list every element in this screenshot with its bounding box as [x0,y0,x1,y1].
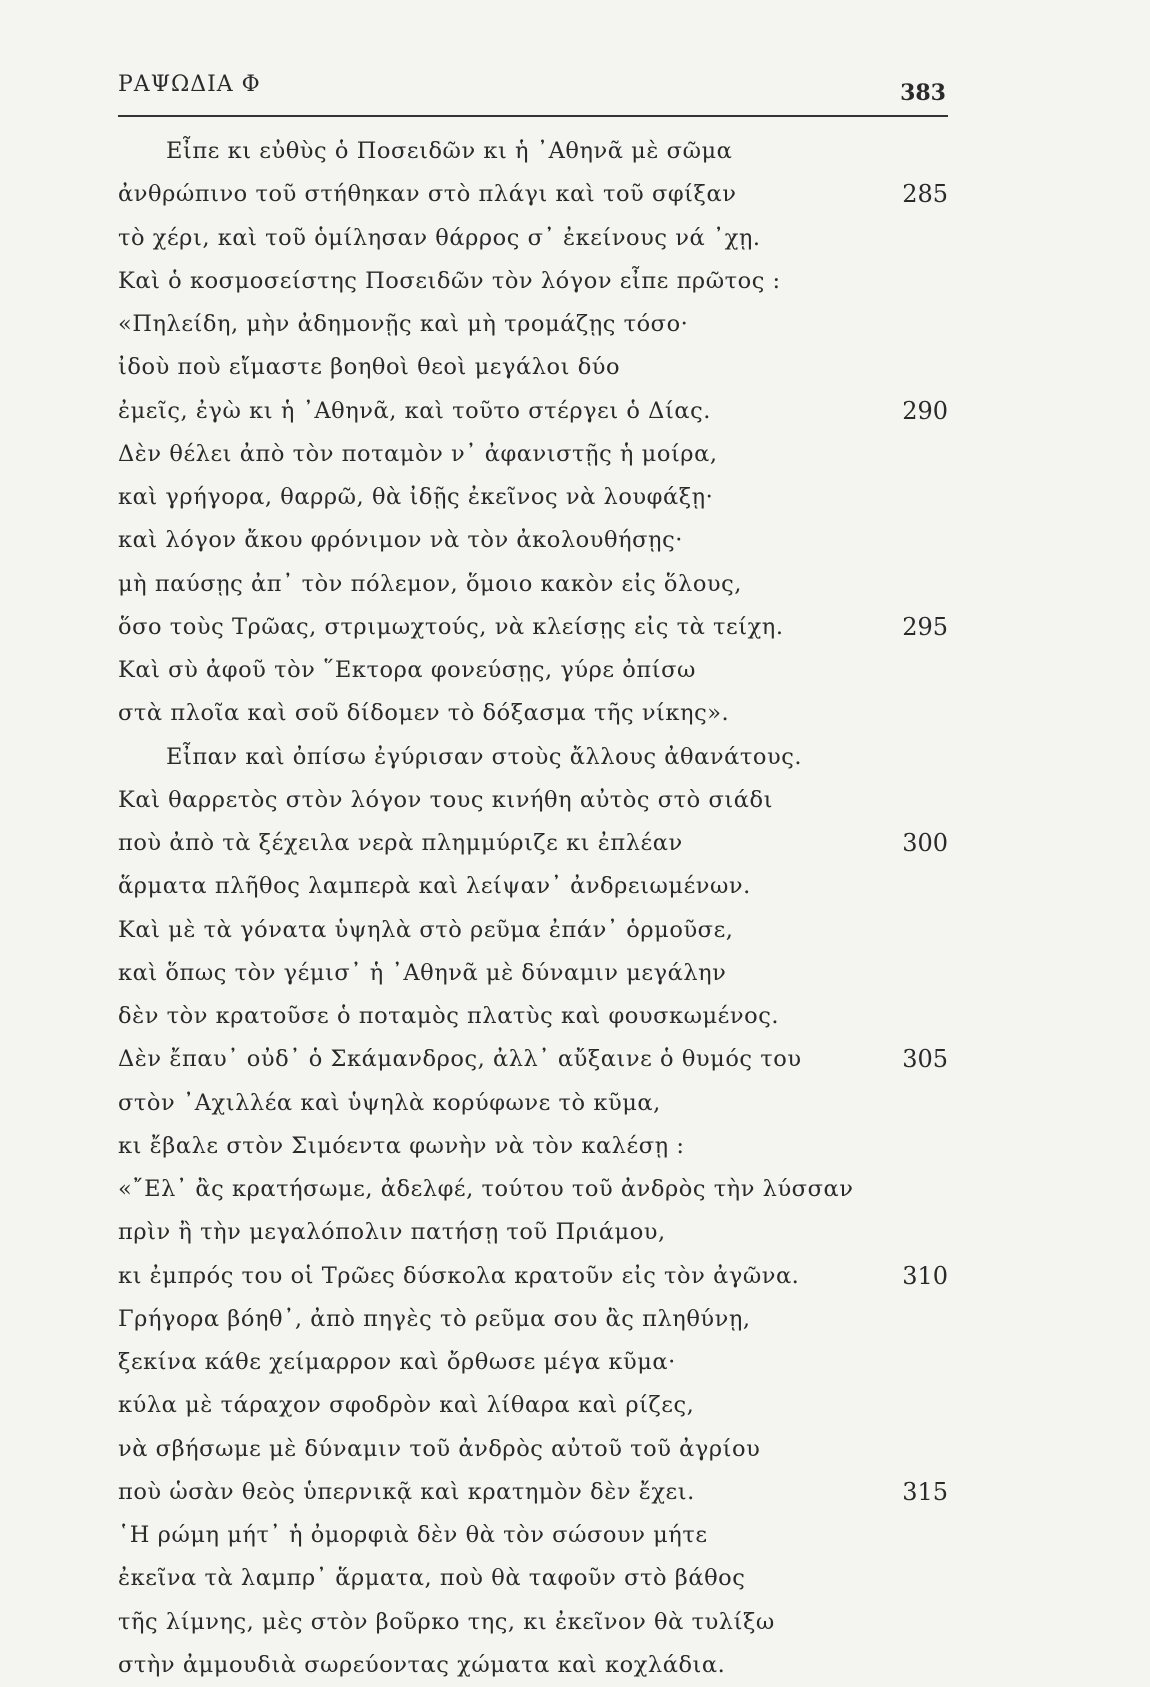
verse-text: Δὲν θέλει ἀπὸ τὸν ποταμὸν ν᾿ ἀφανιστῇς ἡ μοίρα, [118,440,718,467]
verse-text: πρὶν ἢ τὴν μεγαλόπολιν πατήσῃ τοῦ Πριάμου, [118,1219,666,1246]
verse-line [118,822,948,865]
verse-text: Καὶ σὺ ἀφοῦ τὸν ῞Εκτορα φονεύσῃς, γύρε ὀπίσω [118,657,696,683]
verse-text: ῾Η ρώμη μήτ᾿ ἡ ὀμορφιὰ δὲν θὰ τὸν σώσουν μήτε [118,1522,708,1548]
verse-text: Καὶ θαρρετὸς στὸν λόγον τους κινήθη αὐτὸς στὸ σιάδι [118,786,773,813]
line-number: 305 [902,1045,948,1074]
line-number: 300 [902,829,948,857]
verse-line [118,1514,948,1557]
verse-line [118,1298,948,1341]
verse-text: ἐκεῖνα τὰ λαμπρ᾿ ἅρματα, ποὺ θὰ ταφοῦν στὸ βάθος [118,1565,746,1592]
verse-line [118,1557,948,1600]
verse-line [118,1644,948,1687]
verse-line [118,130,948,173]
verse-line [118,606,948,649]
verse-text: ποὺ ὡσὰν θεὸς ὑπερνικᾷ καὶ κρατημὸν δὲν ἔχει. [118,1478,695,1505]
verse-text: Εἶπαν καὶ ὀπίσω ἐγύρισαν στοὺς ἄλλους ἀθανάτους. [166,743,803,770]
verse-line [118,909,948,952]
verse-line [118,1384,948,1427]
verse-line [118,217,948,260]
verse-text: ποὺ ἀπὸ τὰ ξέχειλα νερὰ πλημμύριζε κι ἐπλέαν [118,830,683,856]
verse-line [118,433,948,476]
verse-text: στὴν ἀμμουδιὰ σωρεύοντας χώματα καὶ κοχλάδια. [118,1651,726,1678]
verse-line [118,692,948,735]
verse-line [118,563,948,606]
verse-text: στὸν ᾿Αχιλλέα καὶ ὑψηλὰ κορύφωνε τὸ κῦμα, [118,1089,661,1116]
verse-line [118,390,948,433]
verse-text: στὰ πλοῖα καὶ σοῦ δίδομεν τὸ δόξασμα τῆς νίκης». [118,700,730,727]
line-number: 285 [902,180,948,209]
line-number: 310 [902,1261,948,1290]
verse-line [118,779,948,822]
verse-line [118,952,948,995]
verse-line [118,1471,948,1514]
verse-text: ἅρματα πλῆθος λαμπερὰ καὶ λείψαν᾿ ἀνδρειωμένων. [118,873,751,900]
verse-text: Καὶ μὲ τὰ γόνατα ὑψηλὰ στὸ ρεῦμα ἐπάν᾿ ὁρμοῦσε, [118,916,734,943]
verse-text: μὴ παύσῃς ἀπ᾿ τὸν πόλεμον, ὅμοιο κακὸν εἰς ὅλους, [118,570,743,597]
verse-text: καὶ λόγον ἄκου φρόνιμον νὰ τὸν ἀκολουθήσῃς· [118,527,683,554]
verse-line [118,736,948,779]
verse-block [118,130,948,1687]
verse-text: «Πηλείδη, μὴν ἀδημονῇς καὶ μὴ τρομάζῃς τόσο· [118,311,689,337]
verse-text: ὅσο τοὺς Τρῶας, στριμωχτούς, νὰ κλείσῃς εἰς τὰ τείχη. [118,613,784,640]
verse-text: ἐμεῖς, ἐγὼ κι ἡ ᾿Αθηνᾶ, καὶ τοῦτο στέργει ὁ Δίας. [118,397,711,424]
verse-text: κύλα μὲ τάραχον σφοδρὸν καὶ λίθαρα καὶ ρίζες, [118,1392,695,1419]
verse-text: «῎Ελ᾿ ἂς κρατήσωμε, ἀδελφέ, τούτου τοῦ ἀνδρὸς τὴν λύσσαν [118,1176,854,1202]
verse-text: τῆς λίμνης, μὲς στὸν βοῦρκο της, κι ἐκεῖνον θὰ τυλίξω [118,1608,775,1635]
verse-line [118,1255,948,1298]
verse-line [118,1125,948,1168]
verse-line [118,173,948,216]
verse-text: ξεκίνα κάθε χείμαρρον καὶ ὄρθωσε μέγα κῦμα· [118,1349,676,1375]
verse-text: καὶ γρήγορα, θαρρῶ, θὰ ἰδῇς ἐκεῖνος νὰ λουφάξῃ· [118,484,714,510]
verse-line [118,1038,948,1081]
page-number: 383 [900,80,946,106]
verse-line [118,519,948,562]
verse-text: δὲν τὸν κρατοῦσε ὁ ποταμὸς πλατὺς καὶ φουσκωμένος. [118,1003,780,1029]
line-number: 290 [902,396,948,425]
verse-line [118,649,948,692]
verse-text: ἰδοὺ ποὺ εἴμαστε βοηθοὶ θεοὶ μεγάλοι δύο [118,354,621,381]
verse-text: Γρήγορα βόηθ᾿, ἀπὸ πηγὲς τὸ ρεῦμα σου ἂς πληθύνῃ, [118,1305,751,1332]
header-rule [118,115,948,117]
verse-text: Εἶπε κι εὐθὺς ὁ Ποσειδῶν κι ἡ ᾿Αθηνᾶ μὲ σῶμα [166,138,733,164]
verse-line [118,346,948,389]
verse-text: Δὲν ἔπαυ᾿ οὐδ᾿ ὁ Σκάμανδρος, ἀλλ᾿ αὔξαινε ὁ θυμός του [118,1046,802,1073]
verse-line [118,476,948,519]
verse-line [118,303,948,346]
verse-text: κι ἐμπρός του οἱ Τρῶες δύσκολα κρατοῦν εἰς τὸν ἀγῶνα. [118,1262,800,1289]
verse-line [118,1601,948,1644]
running-head: ΡΑΨΩΔΙΑ Φ [118,72,261,97]
verse-text: τὸ χέρι, καὶ τοῦ ὁμίλησαν θάρρος σ᾿ ἐκείνους νά ᾿χῃ. [118,224,761,251]
verse-text: καὶ ὅπως τὸν γέμισ᾿ ἡ ᾿Αθηνᾶ μὲ δύναμιν μεγάλην [118,959,727,986]
verse-line [118,1341,948,1384]
line-number: 295 [902,612,948,641]
verse-text: Καὶ ὁ κοσμοσείστης Ποσειδῶν τὸν λόγον εἶπε πρῶτος : [118,267,781,294]
verse-line [118,865,948,908]
verse-line [118,995,948,1038]
line-number: 315 [902,1477,948,1506]
verse-line [118,1082,948,1125]
verse-text: νὰ σβήσωμε μὲ δύναμιν τοῦ ἀνδρὸς αὐτοῦ τοῦ ἀγρίου [118,1435,761,1462]
verse-line [118,1168,948,1211]
verse-line [118,1428,948,1471]
verse-line [118,260,948,303]
verse-text: κι ἔβαλε στὸν Σιμόεντα φωνὴν νὰ τὸν καλέσῃ : [118,1132,685,1159]
page-header [118,72,948,106]
verse-text: ἀνθρώπινο τοῦ στήθηκαν στὸ πλάγι καὶ τοῦ σφίξαν [118,181,737,208]
verse-line [118,1211,948,1254]
